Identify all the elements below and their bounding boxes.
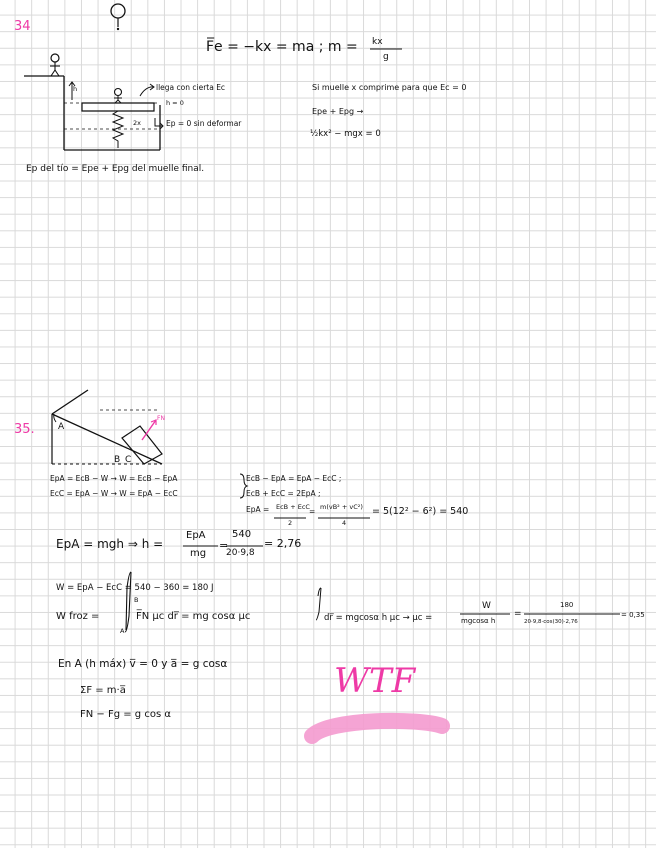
p34-label-h0: h = 0 <box>166 99 184 107</box>
problem-35-number: 35. <box>14 422 35 437</box>
p35-line-6e: = 0,35 <box>621 611 645 619</box>
p34-label-h: h <box>73 85 78 93</box>
p35-line-8: ΣF = m·a̅ <box>80 685 126 696</box>
p34-mass-frac-num: kx <box>372 37 383 47</box>
p35-line-4-num2: 540 <box>232 529 252 540</box>
p35-line-6-den2: 20·9,8·cos(30)·2,76 <box>524 619 578 625</box>
p35-line-1b: EcB − EpA = EpA − EcC ; <box>246 474 342 483</box>
p34-note-line-2: Epe + Epg → <box>312 107 364 116</box>
problem-34-number: 34 <box>14 19 31 34</box>
p35-line-6b: F̅N μc dr̅ = mg cosα μc <box>136 611 251 622</box>
p34-force-eq: F̅e = −kx = ma ; m = <box>206 39 358 55</box>
p35-line-4-den2: 20·9,8 <box>226 548 255 558</box>
p35-line-6-den: mgcosα h <box>461 617 496 625</box>
p35-line-3-den2: 4 <box>342 519 347 527</box>
p35-label-fn: FN <box>157 415 165 422</box>
p35-line-6d: = <box>514 609 522 619</box>
p35-line-3-num: EcB + EcC <box>276 503 310 511</box>
p34-label-arrive: llega con cierta Ec <box>156 83 226 92</box>
p34-conclusion: Ep del tío = Epe + Epg del muelle final. <box>26 164 205 174</box>
p35-line-4c: = 2,76 <box>264 537 302 550</box>
p35-line-6-lim-bot: A <box>120 627 125 635</box>
p35-line-3c: = 5(12² − 6²) = 540 <box>372 506 469 517</box>
p35-label-c: C <box>125 455 132 465</box>
p34-mass-frac-den: g <box>383 52 389 62</box>
p35-line-7: En A (h máx) v̅ = 0 y a̅ = g cosα <box>58 658 228 670</box>
wtf-exclamation: WTF <box>334 661 416 701</box>
p35-label-a: A <box>58 422 65 432</box>
p34-label-2x: 2x <box>133 119 141 127</box>
p35-line-4b: = <box>219 539 229 552</box>
p35-line-4-num: EpA <box>186 530 206 541</box>
p35-line-2b: EcB + EcC = 2EpA ; <box>246 489 321 498</box>
p35-label-b: B <box>114 455 121 465</box>
p35-line-3a: EpA = <box>246 505 270 514</box>
p35-line-9: FN − Fg = g cos α <box>80 709 171 720</box>
p35-line-4a: EpA = mgh ⇒ h = <box>56 537 164 551</box>
p35-line-3-num2: m(vB² + vC²) <box>320 503 363 511</box>
p35-line-6-num2: 180 <box>560 601 574 609</box>
p35-line-3-den: 2 <box>288 519 293 527</box>
p35-line-2a: EcC = EpA − W → W = EpA − EcC <box>50 489 178 498</box>
p35-line-3b: = <box>309 507 316 516</box>
pink-highlight-stroke <box>300 700 460 750</box>
p35-line-6a: W froz = <box>56 611 100 622</box>
p34-label-ep0: Ep = 0 sin deformar <box>166 119 242 128</box>
p35-line-4-den: mg <box>190 548 207 559</box>
p35-line-6-lim-top: B <box>134 596 139 604</box>
p35-line-6c: dr̅ = mgcosα h μc → μc = <box>324 613 433 623</box>
p34-note-line-1: Si muelle x comprime para que Ec = 0 <box>312 83 467 92</box>
p35-line-5: W = EpA − EcC = 540 − 360 = 180 J <box>56 583 214 593</box>
p35-line-1a: EpA = EcB − W → W = EcB − EpA <box>50 474 178 483</box>
p35-line-6-num: W <box>482 601 491 611</box>
p34-note-line-3: ½kx² − mgx = 0 <box>310 129 381 139</box>
